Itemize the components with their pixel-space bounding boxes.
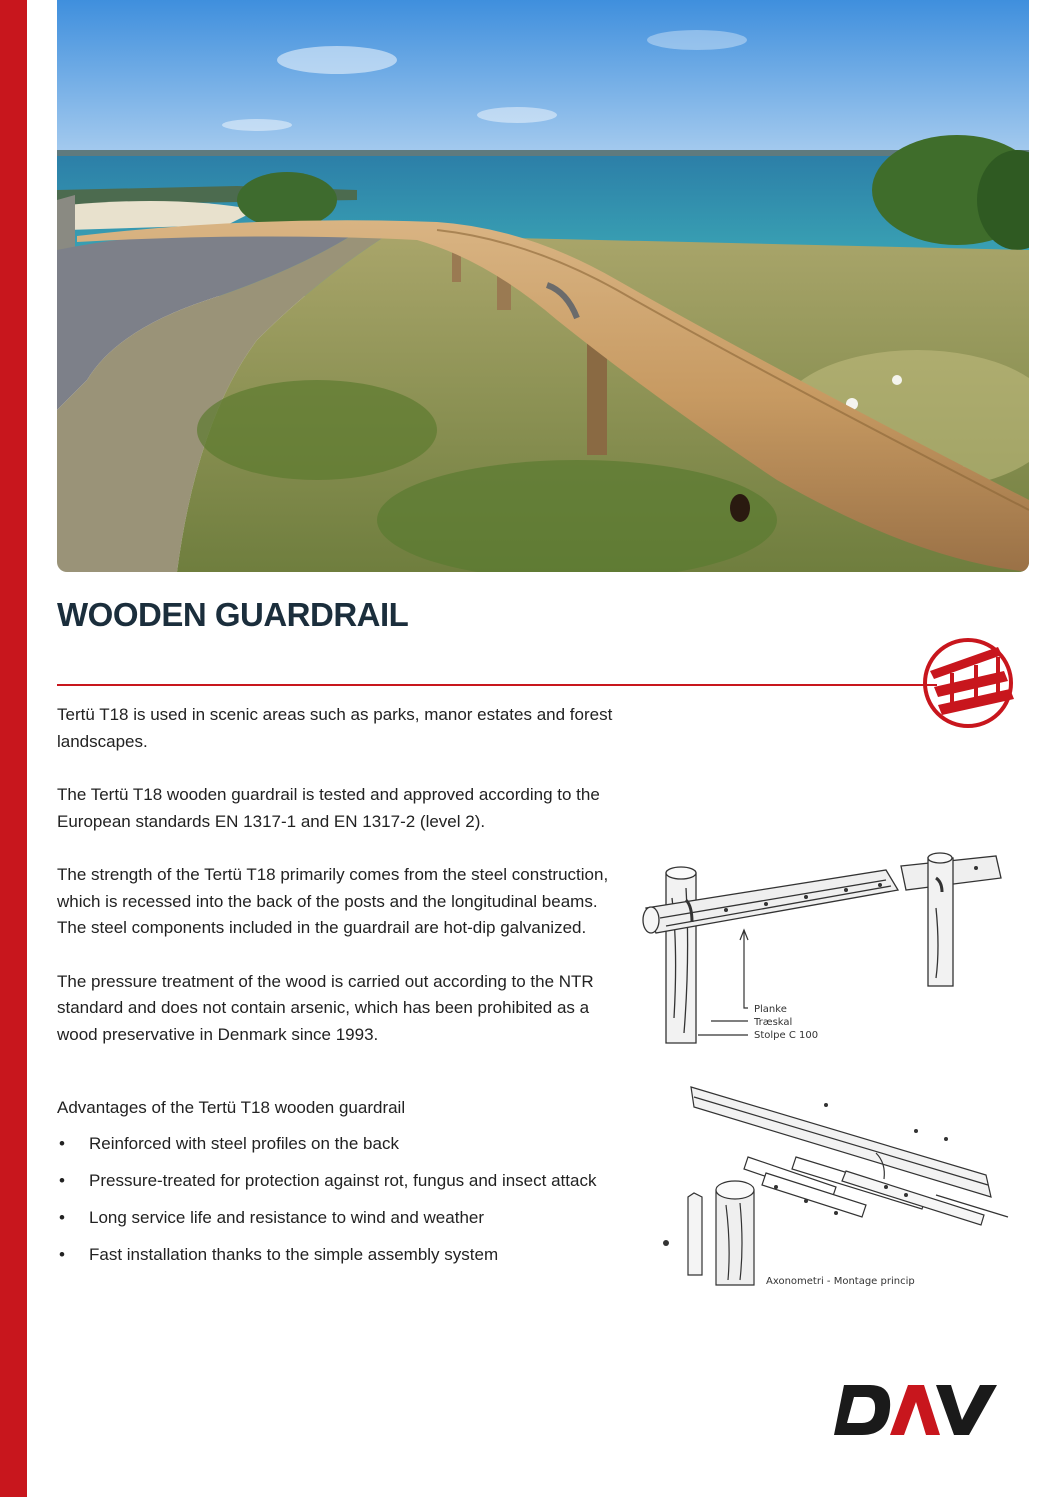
drawing-label: Planke [754,1004,787,1015]
drawing-label: Træskal [754,1017,793,1028]
left-accent-bar [0,0,27,1497]
intro-text [57,702,637,1075]
guardrail-icon [920,635,1016,731]
drawing-label: Stolpe C 100 [754,1030,819,1041]
list-item: • Long service life and resistance to wind and weather [57,1205,596,1242]
list-item: • Fast installation thanks to the simple assembly system [57,1242,596,1279]
list-item: • Pressure-treated for protection against rot, fungus and insect attack [57,1168,596,1205]
page-title: WOODEN GUARDRAIL [57,596,409,633]
hero-photo [57,0,1029,572]
intro-paragraph: The Tertü T18 wooden guardrail is tested and approved according to the European standards EN 1317-1 and EN 1317-2 (level 2). [57,785,600,831]
intro-paragraph: The pressure treatment of the wood is carried out according to the NTR standard and does not contain arsenic, which has been prohibited as a wood preservative in Denmark since 1993. [57,971,594,1044]
assembly-drawing [636,1075,1016,1297]
guardrail-drawing [636,848,1016,1053]
title-divider [57,684,937,686]
intro-paragraph: Tertü T18 is used in scenic areas such as parks, manor estates and forest landscapes. [57,705,613,751]
dav-logo [832,1380,1000,1440]
advantages-title: Advantages of the Tertü T18 wooden guardrail [57,1098,406,1117]
list-item: • Reinforced with steel profiles on the back [57,1131,596,1168]
intro-paragraph: The strength of the Tertü T18 primarily comes from the steel construction, which is recessed into the back of the posts and the longitudinal beams. The steel components included in the guardrail are hot-dip galvanized. [57,865,609,937]
drawing-caption: Axonometri - Montage princip [766,1276,915,1287]
advantages-list [57,1131,596,1279]
